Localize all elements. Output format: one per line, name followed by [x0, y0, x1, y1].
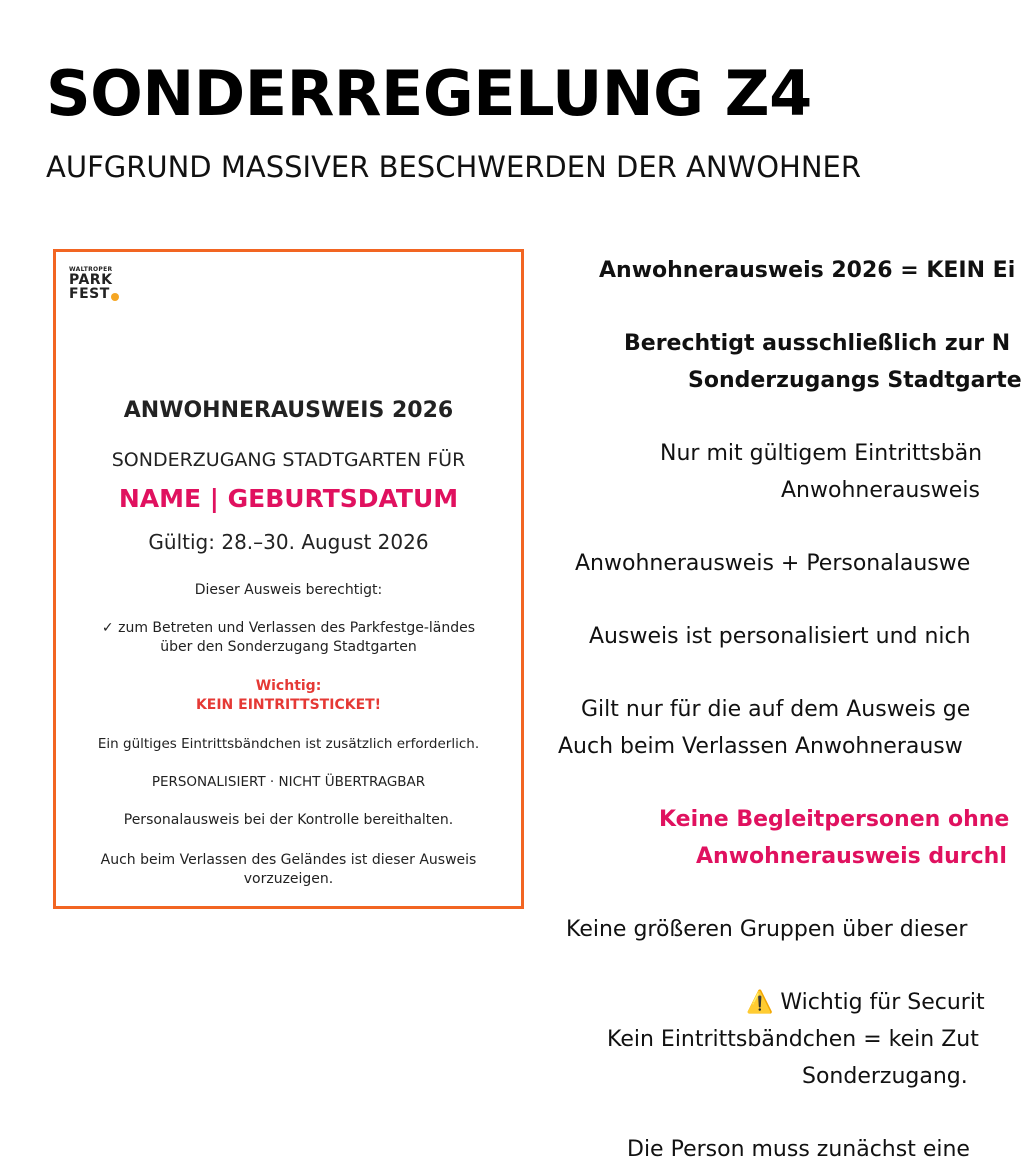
rule-entitlement-line2: Sonderzugangs Stadtgarte	[688, 368, 1022, 393]
card-personal-note: PERSONALISIERT · NICHT ÜBERTRAGBAR	[151, 774, 426, 790]
rule-security-line1: ⚠️ Wichtig für Securit	[746, 990, 985, 1015]
rule-entitlement-line1: Berechtigt ausschließlich zur N	[624, 331, 1011, 356]
rule-security-line2: Kein Eintrittsbändchen = kein Zut	[607, 1027, 979, 1052]
rule-band-line2: Anwohnerausweis	[781, 478, 980, 503]
rule-no-companions-line1: Keine Begleitpersonen ohne	[659, 807, 1010, 832]
card-id-note: Personalausweis bei der Kontrolle bereithalten.	[123, 812, 454, 828]
card-subtitle: SONDERZUGANG STADTGARTEN FÜR	[111, 449, 466, 471]
rule-person-first: Die Person muss zunächst eine	[627, 1137, 970, 1162]
card-band-note: Ein gültiges Eintrittsbändchen ist zusätzlich erforderlich.	[97, 736, 480, 752]
card-name-field: NAME | GEBURTSDATUM	[118, 484, 459, 513]
rule-id-required: Anwohnerausweis + Personalauswe	[575, 551, 971, 576]
rule-no-ticket: Anwohnerausweis 2026 = KEIN Ei	[599, 258, 1016, 283]
parkfest-logo: WALTROPER PARK FEST	[69, 267, 119, 301]
page-title: SONDERREGELUNG Z4	[46, 57, 812, 130]
rule-no-groups: Keine größeren Gruppen über dieser	[566, 917, 968, 942]
card-exit-note: Auch beim Verlassen des Geländes ist dieser Ausweis vorzuzeigen.	[100, 852, 477, 887]
resident-id-card	[53, 249, 524, 909]
rule-named-only-line2: Auch beim Verlassen Anwohnerausw	[558, 734, 963, 759]
card-warning-text: KEIN EINTRITTSTICKET!	[195, 697, 382, 713]
card-warning-label: Wichtig:	[255, 678, 322, 694]
page-subtitle: AUFGRUND MASSIVER BESCHWERDEN DER ANWOHNER	[46, 150, 862, 184]
rule-personalized: Ausweis ist personalisiert und nich	[589, 624, 971, 649]
card-entitlement: ✓ zum Betreten und Verlassen des Parkfestge-ländes über den Sonderzugang Stadtgarten	[101, 620, 476, 655]
card-validity: Gültig: 28.–30. August 2026	[148, 530, 429, 554]
rule-no-companions-line2: Anwohnerausweis durchl	[696, 844, 1007, 869]
rule-named-only-line1: Gilt nur für die auf dem Ausweis ge	[581, 697, 971, 722]
warning-icon: ⚠️	[746, 990, 774, 1015]
card-title: ANWOHNERAUSWEIS 2026	[123, 398, 454, 423]
rule-security-line3: Sonderzugang.	[802, 1064, 968, 1089]
card-entitles-label: Dieser Ausweis berechtigt:	[194, 582, 383, 598]
rule-band-line1: Nur mit gültigem Eintrittsbän	[660, 441, 983, 466]
